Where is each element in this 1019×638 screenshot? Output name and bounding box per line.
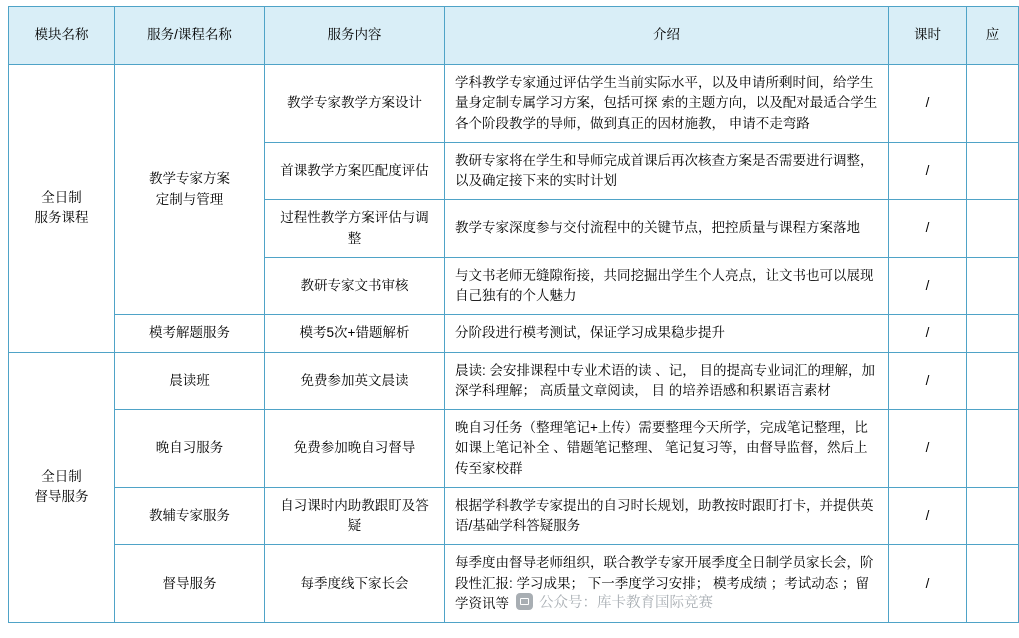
table-header-row [9, 7, 1019, 65]
cell-service: 教学专家方案 定制与管理 [115, 65, 265, 315]
cell-hours: / [889, 545, 967, 623]
cell-hours: / [889, 352, 967, 410]
column-header-module: 模块名称 [9, 7, 115, 65]
cell-content: 免费参加英文晨读 [265, 352, 445, 410]
cell-intro: 分阶段进行模考测试，保证学习成果稳步提升 [445, 315, 889, 352]
cell-intro: 教学专家深度参与交付流程中的关键节点，把控质量与课程方案落地 [445, 200, 889, 258]
column-header-intro: 介绍 [445, 7, 889, 65]
cell-content: 过程性教学方案评估与调整 [265, 200, 445, 258]
cell-content: 每季度线下家长会 [265, 545, 445, 623]
cell-extra [967, 65, 1019, 143]
cell-content: 教研专家文书审核 [265, 257, 445, 315]
cell-service: 晚自习服务 [115, 410, 265, 488]
cell-hours: / [889, 65, 967, 143]
watermark-text: 公众号：库卡教育国际竞赛 [539, 595, 713, 611]
cell-service: 督导服务 [115, 545, 265, 623]
cell-extra [967, 410, 1019, 488]
cell-hours: / [889, 315, 967, 352]
cell-intro: 根据学科教学专家提出的自习时长规划，助教按时跟盯打卡，并提供英语/基础学科答疑服务 [445, 487, 889, 545]
cell-hours: / [889, 487, 967, 545]
table-row [9, 65, 1019, 143]
cell-extra [967, 487, 1019, 545]
cell-extra [967, 200, 1019, 258]
cell-extra [967, 142, 1019, 200]
cell-intro: 学科教学专家通过评估学生当前实际水平，以及申请所剩时间，给学生量身定制专属学习方案，包括可探 索的主题方向，以及配对最适合学生各个阶段教学的导师，做到真正的因材施教， 申请不走弯路 [445, 65, 889, 143]
cell-hours: / [889, 257, 967, 315]
cell-hours: / [889, 200, 967, 258]
cell-content: 自习课时内助教跟盯及答疑 [265, 487, 445, 545]
cell-intro: 教研专家将在学生和导师完成首课后再次核查方案是否需要进行调整，以及确定接下来的实时计划 [445, 142, 889, 200]
cell-extra [967, 545, 1019, 623]
cell-content: 免费参加晚自习督导 [265, 410, 445, 488]
table-row [9, 487, 1019, 545]
cell-intro: 晨读: 会安排课程中专业术语的读 、记， 目的提高专业词汇的理解，加深学科理解； 高质量文章阅读， 目 的培养语感和积累语言素材 [445, 352, 889, 410]
column-header-extra: 应 [967, 7, 1019, 65]
cell-intro: 与文书老师无缝隙衔接，共同挖掘出学生个人亮点，让文书也可以展现自己独有的个人魅力 [445, 257, 889, 315]
cell-extra [967, 352, 1019, 410]
spreadsheet-page [0, 6, 1000, 638]
cell-service: 晨读班 [115, 352, 265, 410]
table-row [9, 315, 1019, 352]
cell-hours: / [889, 142, 967, 200]
cell-content: 模考5次+错题解析 [265, 315, 445, 352]
column-header-service: 服务/课程名称 [115, 7, 265, 65]
table-row [9, 410, 1019, 488]
cell-intro: 每季度由督导老师组织，联合教学专家开展季度全日制学员家长会，阶段性汇报: 学习成果； 下一季度学习安排； 模考成绩 ；考试动态 ；留学资讯等 [445, 545, 889, 623]
cell-module: 全日制 督导服务 [9, 352, 115, 623]
cell-extra [967, 257, 1019, 315]
cell-intro: 晚自习任务（整理笔记+上传）需要整理今天所学，完成笔记整理，比如课上笔记补全 、错题笔记整理、 笔记复习等，由督导监督，然后上传至家校群 [445, 410, 889, 488]
table-row [9, 545, 1019, 623]
column-header-content: 服务内容 [265, 7, 445, 65]
cell-content: 教学专家教学方案设计 [265, 65, 445, 143]
cell-module: 全日制 服务课程 [9, 65, 115, 353]
column-header-hours: 课时 [889, 7, 967, 65]
cell-content: 首课教学方案匹配度评估 [265, 142, 445, 200]
cell-hours: / [889, 410, 967, 488]
service-table [8, 6, 1019, 623]
cell-service: 教辅专家服务 [115, 487, 265, 545]
cell-extra [967, 315, 1019, 352]
cell-service: 模考解题服务 [115, 315, 265, 352]
table-row [9, 352, 1019, 410]
